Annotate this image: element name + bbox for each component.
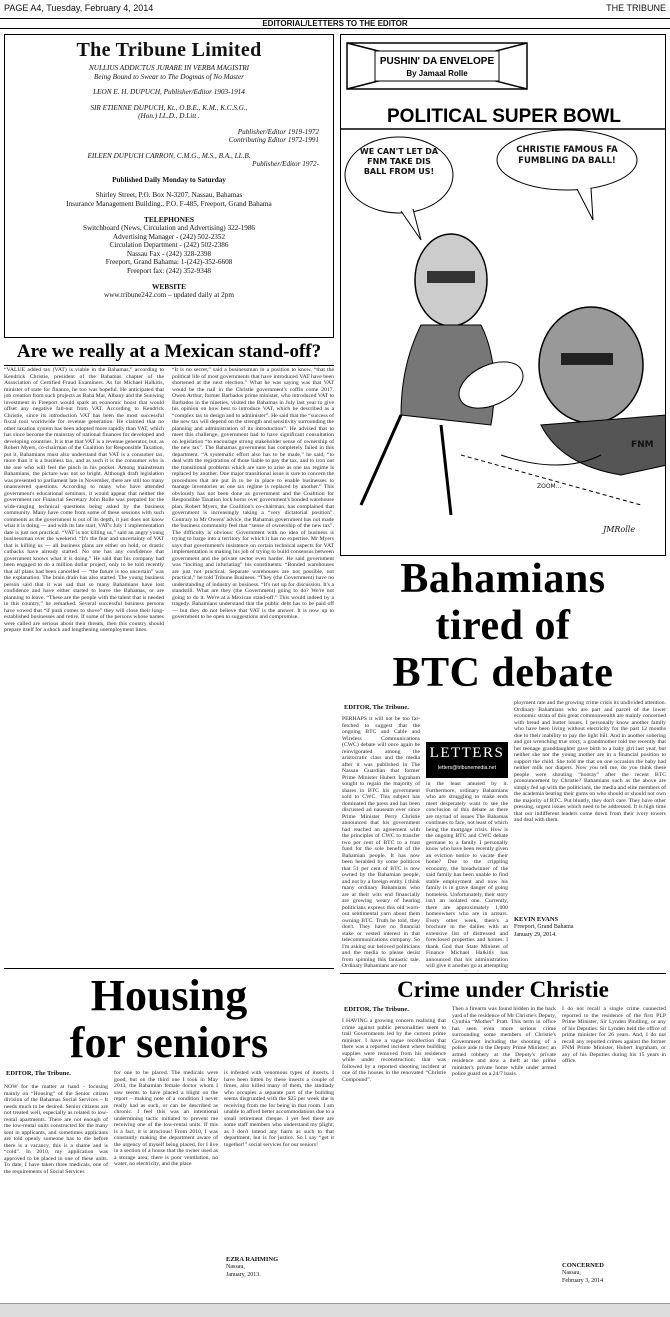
crime-column-3: I do not recall a single crime connected reported to the residence of the first PLP Prime Minister, Sir Lynden Pindling, or any of his Deputies. Sir Lynden held the office of prime minister for 26 years. And, I do not recall any reported crimes against the former FNM Prime Minister, Hubert Ingraham, or any of his Deputies during his 15 years in office.	[562, 1006, 666, 1064]
publisher-2-degrees: (Hon.) LL.D., D.Litt .	[138, 112, 200, 120]
page-footer-bar	[0, 1303, 670, 1317]
editorial-column-1: “VALUE added tax (VAT) is viable in the Bahamas,” according to Kendrick Christie, president of the Bahamas chapter of the Association of Certified Fraud Examiners. As for Michael Halkitis, minister of state for finance, he too was hopeful. He anticipated that job creation from such projects as Baha Mar, Albany and the Sunwing investment in Freeport would spark an economic boost that would offset any negative fall-out from VAT. According to Kendrick Christie, since its introduction VAT has been the most successful fiscal tool worldwide for revenue generation. He claimed that no other taxation system has been adopted more rapidly than VAT, which has since become the mainstay of national finances for developed and developing countries. It is true that VAT is a revenue generator, but, as Robert Myers, co-chairman of the Coalition for Responsible Taxation, put it, Bahamians must also understand that VAT is a consumer tax, more than it is a business tax, and as such it is the consumer who is the one who will feel the pinch in his pocket. Among mainstream Bahamians, the picture was not so bright. Although draft legislation was presented to parliament late in November, there are still too many unanswered questions. According to many who have attended government's educational seminars, it would appear that neither the government nor Financial Secretary John Rolle was prepared for the wide-ranging technical questions being asked by the business community. Many have come from some of these sessions with such comments as the government is out of its depth, it just does not know what it is doing — and with its late start, VAT's July 1 implementation date is just not practical. “VAT is not killing us,” said an angry young businessman over the weekend. “It's the fear and uncertainty of VAT that is killing us — all business plans are either on hold, or drastic cutbacks have already started. No one has any confidence that government knows what it is doing.” He said that his company had been engaged to do a million dollar project, only to be told recently that all plans had been cancelled — “the future is too uncertain” was the explanation. The brain drain has also started. The young business person said that it was sad that so many Bahamians have lost confidence and have either started to leave the Bahamas, or are planning to leave. “These are the people with the talent that is needed in this country,” he remarked. Several successful business persons have vowed that “if push comes to shove” they will close their long-established businesses and retire. If some of the persons whose names were called are serious about their threats, then this country should prepare itself for a shock and lengthening unemployment lines.	[4, 367, 164, 633]
website-link[interactable]: www.tribune242.com – updated daily at 2pm	[104, 291, 234, 299]
cartoon-illustration	[341, 35, 666, 556]
telephones-heading: TELEPHONES	[143, 215, 195, 224]
housing-column-1: NOW for the matter at hand - focusing mainly on “Housing” of the Senior citizen division of the Bahamas Social Services – It needs much to be desired. Senior citizens are not treated well, especially as related to low-rental apartments. There are not enough of the low-rental units constructed for the many sent in applicants, and sometimes applicants are told openly someone has to die before there is a vacancy, this is a shame and is “cold”. In 2010, my application was approved to be placed in one of these units. To date, I have taken three medicals, one of the requirements of Social Services	[4, 1084, 108, 1175]
speech-bubble-left: WE CAN'T LET DA FNM TAKE DIS BALL FROM US!	[359, 147, 439, 176]
crime-signature	[562, 1262, 666, 1285]
cartoon-title: POLITICAL SUPER BOWL	[387, 106, 621, 127]
address-freeport: Insurance Management Building., P.O. F-485, Freeport, Grand Bahama	[66, 199, 272, 208]
cartoon-label-fnm: FNM	[631, 440, 654, 450]
tel-advertising: Advertising Manager - (242) 502-2352	[112, 232, 226, 241]
editorial-column-2: “It is no secret,” said a businessman in a position to know, “that the political life of most governments that have introduced VAT have been shortened at the next election.” What he was saying was that VAT would be the nail in the Christie government's coffin come 2017. Owen Arthur, former Barbados prime minister, who introduced VAT to Barbados in the nineties, visited the Bahamas in July last year to give his opinion on how best to introduce VAT, which he described as a “complex tax to design and to administer”. He said that the “success of the new tax will depend on the strength and sensitivity surrounding the planning and administration of its introduction”. He advised that to meet this challenge, government had to have significant consultation on legislation “to encourage strong stakeholder sense of ownership of the new tax”. The Bahamas government has completely failed in this department. “A systematic effort also has to be made,” he said, “to deal with the registration of those liable to pay the tax, and to iron out the transitional problems which are sure to arise as one tax regime is replaced by another. One major transitional issue is sure to concern the procedures that are put in to be in place to enable businesses to manage inventories as one tax regime is replaced by another.” This obviously has not been done as government and the Coalition for Responsible Taxation lock horns over government's bonded warehouse plan. Robert Myers, the Coalition's co-chairman, has complained that government is increasingly taking a “very dictatorial position”. Contrary to Mr Owens' advice, the Bahamas government has not made the business community feel that “sense of ownership of the new tax”. The difficulty is obvious: Government with no idea of business is trying to barge into a territory for which it has no expertise. Mr Myers says that government's insistence on certain technical aspects for VAT implementation is making his job of trying to build consensus between government and the private sector even harder. He said government was “inciting and infuriating” his constituents. “Bonded warehouses are just not practical. Separate warehouses are not possible, not practical,” he told Tribune Business. “They (the Government) have no understanding of industry or business. “It's not up for discussion. It's a standstill. What are they (the Government) going to do? We're not going to do it. We're at a Mexican stand-off.” This would indeed by a tragedy. Bahamians understand that the public debt has to be paid off — but they do not believe that VAT is the answer. It is now up to government to be open to suggestions and compromise.	[172, 367, 334, 620]
tel-switchboard: Switchboard (News, Circulation and Advertising) 322-1986	[82, 224, 256, 232]
housing-signature-place: Nassau,	[226, 1264, 245, 1270]
btc-headline-line-1: Bahamians	[400, 556, 606, 602]
speech-bubble-right: CHRISTIE FAMOUS FA FUMBLING DA BALL!	[516, 145, 618, 166]
section-title: EDITORIAL/LETTERS TO THE EDITOR	[0, 18, 670, 29]
crime-signature-date: February 3, 2014	[562, 1277, 604, 1284]
btc-column-2: in the least amused by it. Furthermore, ordinary Bahamians who are struggling to make ends meet desperately want to see the conclusion of this debate as there are myriad of issues The Bahamas continues to face, not least of which being the mortgage crisis. How is the ongoing BTC and CWC debate germane to a family I personally know who have been recently given an eviction notice to vacate their home? Due to the crippling economy, the breadwinner of the said family has been unable to find stable employment and now his family is in grave danger of going homeless. Unfortunately, their story isn't an isolated one. Currently, there are approximately 1,000 homeowners who are in arrears. Every other week, there's a brochure in the dailies with an extensive list of distressed and foreclosed properties and homes. I thank God that State Minister of Finance Michael Halkitis has announced that his administration will give it another go at attempting	[426, 781, 508, 969]
page-date: PAGE A4, Tuesday, February 4, 2014	[4, 3, 154, 13]
publisher-3-years: Publisher/Editor 1972-	[252, 160, 319, 168]
motto: NULLIUS ADDICTUS JURARE IN VERBA MAGISTRI	[88, 64, 250, 72]
btc-dateline: EDITOR, The Tribune.	[344, 704, 409, 711]
letters-banner	[426, 742, 508, 778]
housing-signature	[226, 1256, 334, 1279]
housing-headline-line-1: Housing	[90, 971, 248, 1020]
paper-name: THE TRIBUNE	[606, 3, 666, 13]
tel-freeport: Freeport, Grand Bahama: 1-(242)-352-6608	[105, 258, 233, 266]
page-header	[0, 0, 670, 16]
publisher-2-contrib: Contributing Editor 1972-1991	[228, 136, 319, 144]
masthead	[4, 34, 334, 338]
housing-column-3: is infested with venomous types of insects. I have been bitten by these insects a couple of times, also killed many of them, the landlady who occupies a separate part of the building seems disgruntled with the $25 per week she is receiving from me for being in that room. I am unable to afford better accommodations due to a small retirement cheque. I yet feel there are some staff members who understand my plight, as I don't intend any harm as such to that department, but is for justice. So I say “get it together!” social services for our seniors!	[224, 1070, 334, 1148]
publisher-2-years: Publisher/Editor 1919-1972	[237, 127, 319, 136]
crime-column-2: Then a firearm was found hidden in the back yard of the residence of Mr Christie's Deputy, Cynthia “Mother” Pratt. This term in office has seen even more serious crime surrounding some members of Christie's Government including the shooting of a police aide to the Deputy Prime Minister; an armed robbery at the Deputy's private residence and now a theft at the prime minister's private home while under armed police guard on a 24/7 basis.	[452, 1006, 556, 1077]
letters-label: LETTERS	[429, 745, 505, 761]
crime-column-1: I HAVING a growing concern realising that crime against public personalities seem to trail Governments led by the current prime minister. I have a vague recollection that there was a reported incident where building supplies were removed from his residence while under reconstruction; that was followed by a reported shooting incident at one of the houses in the renovated “Christie Compound”.	[342, 1018, 446, 1083]
housing-column-2: for one to be placed. The medicals were good, but on the third one I took in May 2013, the Bahamian female doctor whom I saw seems to have placed a blight on the report – making note of a condition I never really had as such, or can be described as chronic. I feel this was an intentional undermining tactic initiated to prevent me receiving one of the low-rental units. If this is a fact, it is atrocious! From 2010, I was constantly making the department aware of the urgency of myself being placed, for I live in a section of a house that the owner used as a storage area; there is poor ventilation, no water, no electricity, and the place	[114, 1070, 218, 1167]
tel-freeport-fax: Freeport fax: (242) 352-9348	[126, 266, 212, 275]
cartoon-series: PUSHIN' DA ENVELOPE	[379, 56, 495, 67]
housing-headline-line-2: for seniors	[69, 1018, 269, 1067]
housing-headline	[4, 972, 334, 1066]
website-heading: WEBSITE	[151, 282, 187, 291]
crime-signature-name: CONCERNED	[562, 1262, 604, 1269]
btc-signature-place: Freeport, Grand Bahama	[514, 924, 574, 930]
btc-signature-date: January 29, 2014.	[514, 931, 557, 938]
housing-dateline: EDITOR, The Tribune.	[6, 1070, 71, 1077]
crime-signature-place: Nassau,	[562, 1270, 581, 1276]
btc-column-1: PERHAPS it will not be too far-fetched to suggest that the ongoing BTC and Cable and Wireless Communications (CWC) debate will once again be reinvigorated among the aristocratic class and the media after it was published in The Nassau Guardian that former Prime Minister Hubert Ingraham sought to regain the majority of shares in BTC his government sold to CWC. This subject has dominated the press and has been discussed ad nauseam ever since Prime Minister Perry Christie announced that his government had reached an agreement with the principles of CWC to transfer two per cent of BTC to a trust fund for the sole benefit of the Bahamian people. It has now been heralded by some politicos that 51 per cent of BTC is now owned by the Bahamian people, and not by a foreign entity. I think many ordinary Bahamians who are at their wits end financially are growing weary of hearing politicians express this old worn-out sentimental yarn about them owning BTC. Truth be told, they don't. They have no financial stake or vested interest in that telecommunications company. So I'm asking our beloved politicians and the media to please desist from spinning this fantastic tale. Ordinary Bahamians are not	[342, 716, 420, 969]
btc-signature-name: KEVIN EVANS	[514, 916, 559, 923]
crime-headline: Crime under Christie	[397, 977, 609, 1002]
cartoon-label-zoom: ZOOM...	[537, 483, 562, 490]
publisher-3: EILEEN DUPUCH CARRON, C.M.G., M.S., B.A., LL.B.	[87, 151, 251, 160]
publisher-1: LEON E. H. DUPUCH, Publisher/Editor 1903-1914	[93, 88, 245, 96]
btc-headline-line-2: tired of	[435, 603, 571, 649]
editorial-cartoon	[340, 34, 666, 556]
motto-translation: Being Bound to Swear to The Dogmas of No Master	[94, 72, 244, 81]
btc-headline	[340, 556, 666, 697]
btc-headline-line-3: BTC debate	[392, 650, 614, 696]
cartoonist-signature: JMRolle	[603, 525, 636, 534]
publisher-2: SIR ETIENNE DUPUCH, Kt., O.B.E., K.M., K.C.S.G.,	[90, 103, 248, 112]
address-nassau: Shirley Street, P.O. Box N-3207, Nassau, Bahamas	[95, 191, 243, 199]
crime-dateline: EDITOR, The Tribune.	[344, 1006, 409, 1013]
masthead-title: The Tribune Limited	[76, 39, 262, 61]
publication-schedule: Published Daily Monday to Saturday	[112, 175, 226, 184]
btc-column-3: ployment rate and the growing crime crisis its undivided attention. Ordinary Bahamians who are part and parcel of the lower economic strata of this great commonwealth are mainly concerned with bread and butter issues. I personally know another family who have been living without electricity for the past 12 months due to their inability to pay the light bill. And in another sobering and gut wrenching true story, a grandmother told me recently that her teenage granddaughter gave birth to a baby girl last year, but neither she nor the young mother are in a financial position to support the child. She told me that on one occasion the baby had neither milk nor diapers. Now you tell me, do you think these people were shouting “hooray” after the recent BTC pronouncement by Christie? Bahamians such as the above are simply fed up with the politicians, the media and elite members of the academia beating their gums on who should or should not own the majority of BTC. Put bluntly, they don't care. They have other pressing, urgent issues which need to be addressed. It is high time that our indifferent leaders come down from their ivory towers and deal with them.	[514, 700, 666, 823]
tel-nassau-fax: Nassau Fax - (242) 328-2398	[126, 249, 212, 258]
housing-signature-name: EZRA RAHMING	[226, 1256, 279, 1263]
tel-circulation: Circulation Department - (242) 502-2386	[109, 241, 229, 249]
housing-signature-date: January, 2013.	[226, 1271, 261, 1278]
editorial-headline: Are we really at a Mexican stand-off?	[16, 341, 322, 362]
letters-email[interactable]: letters@tribunemedia.net	[437, 765, 497, 771]
btc-signature	[514, 916, 666, 939]
cartoon-byline: By Jamaal Rolle	[406, 69, 468, 78]
